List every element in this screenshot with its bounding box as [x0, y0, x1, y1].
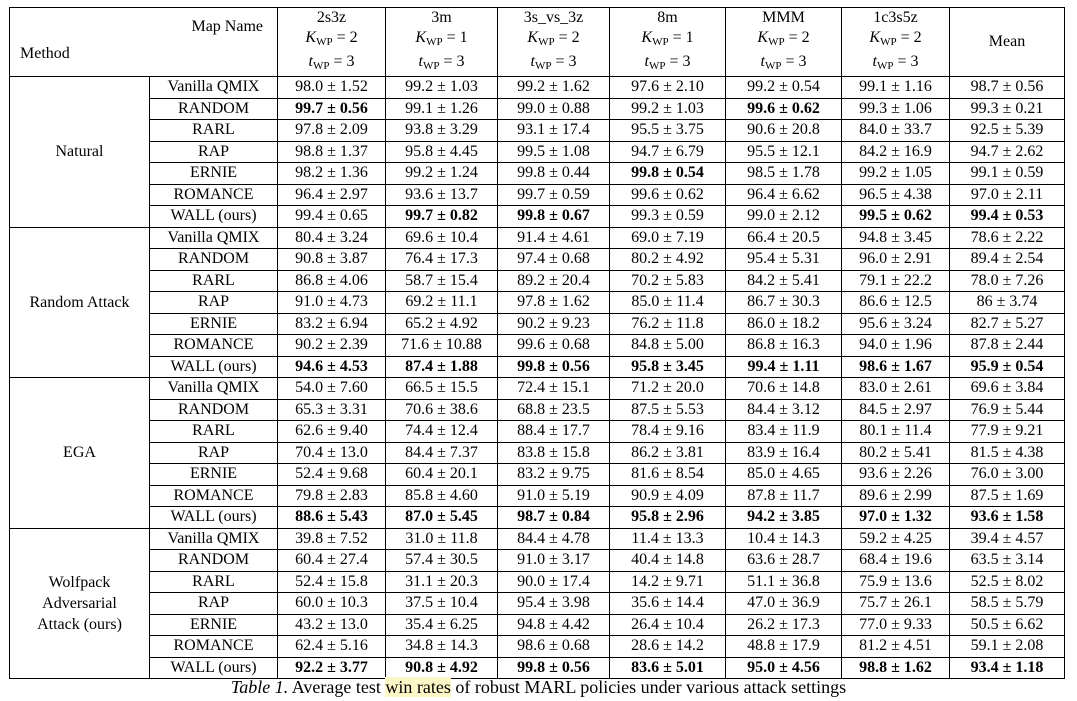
win-rate-cell: 98.8 ± 1.37 — [278, 141, 386, 163]
win-rate-cell: 84.0 ± 33.7 — [842, 120, 950, 142]
mean-cell: 87.8 ± 2.44 — [950, 335, 1065, 357]
method-name: ROMANCE — [150, 485, 278, 507]
table-row — [10, 184, 1065, 206]
twp-param: $t_{WP} = 3$ — [530, 53, 577, 72]
win-rate-cell: 95.5 ± 3.75 — [610, 120, 726, 142]
method-name: RANDOM — [150, 249, 278, 271]
mean-cell: 39.4 ± 4.57 — [950, 528, 1065, 550]
win-rate-cell: 96.5 ± 4.38 — [842, 184, 950, 206]
win-rate-cell: 83.6 ± 5.01 — [610, 657, 726, 679]
table-row — [10, 141, 1065, 163]
attack-group-label: EGA — [10, 378, 150, 529]
win-rate-cell: 66.4 ± 20.5 — [726, 227, 842, 249]
win-rate-cell: 90.8 ± 4.92 — [386, 657, 498, 679]
mean-cell: 97.0 ± 2.11 — [950, 184, 1065, 206]
win-rate-cell: 81.2 ± 4.51 — [842, 636, 950, 658]
method-name: Vanilla QMIX — [150, 227, 278, 249]
win-rate-cell: 90.6 ± 20.8 — [726, 120, 842, 142]
table-row — [10, 571, 1065, 593]
win-rate-cell: 86.8 ± 16.3 — [726, 335, 842, 357]
win-rate-cell: 99.1 ± 1.16 — [842, 77, 950, 99]
win-rate-cell: 74.4 ± 12.4 — [386, 421, 498, 443]
table-row — [10, 356, 1065, 378]
win-rate-cell: 76.2 ± 11.8 — [610, 313, 726, 335]
win-rate-cell: 93.8 ± 3.29 — [386, 120, 498, 142]
win-rate-cell: 99.8 ± 0.67 — [498, 206, 610, 228]
win-rate-cell: 60.0 ± 10.3 — [278, 593, 386, 615]
mean-cell: 77.9 ± 9.21 — [950, 421, 1065, 443]
win-rate-cell: 84.8 ± 5.00 — [610, 335, 726, 357]
mean-cell: 99.3 ± 0.21 — [950, 98, 1065, 120]
win-rate-cell: 88.6 ± 5.43 — [278, 507, 386, 529]
win-rate-cell: 91.0 ± 5.19 — [498, 485, 610, 507]
win-rate-cell: 87.5 ± 5.53 — [610, 399, 726, 421]
table-row — [10, 270, 1065, 292]
method-name: RARL — [150, 421, 278, 443]
win-rate-cell: 62.6 ± 9.40 — [278, 421, 386, 443]
method-name: RAP — [150, 141, 278, 163]
win-rate-cell: 83.8 ± 15.8 — [498, 442, 610, 464]
caption-label: Table 1. — [230, 677, 289, 697]
map-header-1 — [278, 8, 386, 77]
win-rate-cell: 99.2 ± 1.03 — [610, 98, 726, 120]
win-rate-cell: 35.6 ± 14.4 — [610, 593, 726, 615]
win-rate-cell: 52.4 ± 15.8 — [278, 571, 386, 593]
results-table — [9, 7, 1065, 679]
win-rate-cell: 94.8 ± 3.45 — [842, 227, 950, 249]
win-rate-cell: 99.6 ± 0.68 — [498, 335, 610, 357]
table-row — [10, 163, 1065, 185]
method-label: Method — [20, 45, 70, 62]
win-rate-cell: 11.4 ± 13.3 — [610, 528, 726, 550]
win-rate-cell: 84.2 ± 5.41 — [726, 270, 842, 292]
kwp-param: $K_{WP} = 2$ — [527, 29, 580, 48]
table-row — [10, 528, 1065, 550]
win-rate-cell: 91.0 ± 4.73 — [278, 292, 386, 314]
win-rate-cell: 77.0 ± 9.33 — [842, 614, 950, 636]
win-rate-cell: 65.2 ± 4.92 — [386, 313, 498, 335]
table-row — [10, 485, 1065, 507]
win-rate-cell: 75.7 ± 26.1 — [842, 593, 950, 615]
mean-cell: 78.6 ± 2.22 — [950, 227, 1065, 249]
win-rate-cell: 68.8 ± 23.5 — [498, 399, 610, 421]
method-name: RANDOM — [150, 399, 278, 421]
win-rate-cell: 39.8 ± 7.52 — [278, 528, 386, 550]
mean-cell: 87.5 ± 1.69 — [950, 485, 1065, 507]
win-rate-cell: 80.4 ± 3.24 — [278, 227, 386, 249]
win-rate-cell: 99.2 ± 0.54 — [726, 77, 842, 99]
win-rate-cell: 78.4 ± 9.16 — [610, 421, 726, 443]
map-header-3 — [498, 8, 610, 77]
win-rate-cell: 90.8 ± 3.87 — [278, 249, 386, 271]
method-name: RANDOM — [150, 98, 278, 120]
win-rate-cell: 69.6 ± 10.4 — [386, 227, 498, 249]
table-caption — [0, 677, 1077, 698]
win-rate-cell: 75.9 ± 13.6 — [842, 571, 950, 593]
method-name: ROMANCE — [150, 184, 278, 206]
win-rate-cell: 14.2 ± 9.71 — [610, 571, 726, 593]
win-rate-cell: 98.5 ± 1.78 — [726, 163, 842, 185]
win-rate-cell: 59.2 ± 4.25 — [842, 528, 950, 550]
method-name: Vanilla QMIX — [150, 77, 278, 99]
win-rate-cell: 83.4 ± 11.9 — [726, 421, 842, 443]
win-rate-cell: 70.6 ± 38.6 — [386, 399, 498, 421]
method-name: RARL — [150, 120, 278, 142]
win-rate-cell: 98.7 ± 0.84 — [498, 507, 610, 529]
table-row — [10, 335, 1065, 357]
method-name: WALL (ours) — [150, 507, 278, 529]
table-row — [10, 227, 1065, 249]
win-rate-cell: 68.4 ± 19.6 — [842, 550, 950, 572]
win-rate-cell: 97.8 ± 2.09 — [278, 120, 386, 142]
win-rate-cell: 99.6 ± 0.62 — [610, 184, 726, 206]
mean-cell: 89.4 ± 2.54 — [950, 249, 1065, 271]
win-rate-cell: 84.4 ± 4.78 — [498, 528, 610, 550]
mean-cell: 69.6 ± 3.84 — [950, 378, 1065, 400]
win-rate-cell: 98.8 ± 1.62 — [842, 657, 950, 679]
table-row — [10, 98, 1065, 120]
win-rate-cell: 65.3 ± 3.31 — [278, 399, 386, 421]
mean-cell: 93.6 ± 1.58 — [950, 507, 1065, 529]
win-rate-cell: 96.4 ± 6.62 — [726, 184, 842, 206]
win-rate-cell: 95.8 ± 4.45 — [386, 141, 498, 163]
win-rate-cell: 54.0 ± 7.60 — [278, 378, 386, 400]
kwp-param: $K_{WP} = 1$ — [415, 29, 468, 48]
win-rate-cell: 31.0 ± 11.8 — [386, 528, 498, 550]
mean-cell: 59.1 ± 2.08 — [950, 636, 1065, 658]
kwp-param: $K_{WP} = 2$ — [305, 29, 358, 48]
win-rate-cell: 85.8 ± 4.60 — [386, 485, 498, 507]
win-rate-cell: 99.2 ± 1.05 — [842, 163, 950, 185]
win-rate-cell: 66.5 ± 15.5 — [386, 378, 498, 400]
table-row — [10, 77, 1065, 99]
map-name: 8m — [657, 9, 678, 26]
method-name: ERNIE — [150, 163, 278, 185]
win-rate-cell: 95.8 ± 2.96 — [610, 507, 726, 529]
win-rate-cell: 93.6 ± 13.7 — [386, 184, 498, 206]
mean-cell: 93.4 ± 1.18 — [950, 657, 1065, 679]
win-rate-cell: 94.8 ± 4.42 — [498, 614, 610, 636]
win-rate-cell: 95.4 ± 3.98 — [498, 593, 610, 615]
win-rate-cell: 57.4 ± 30.5 — [386, 550, 498, 572]
win-rate-cell: 89.6 ± 2.99 — [842, 485, 950, 507]
win-rate-cell: 52.4 ± 9.68 — [278, 464, 386, 486]
win-rate-cell: 99.1 ± 1.26 — [386, 98, 498, 120]
twp-param: $t_{WP} = 3$ — [760, 53, 807, 72]
caption-text-before: Average test — [291, 677, 381, 697]
win-rate-cell: 93.6 ± 2.26 — [842, 464, 950, 486]
method-name: Vanilla QMIX — [150, 528, 278, 550]
win-rate-cell: 26.2 ± 17.3 — [726, 614, 842, 636]
win-rate-cell: 80.2 ± 5.41 — [842, 442, 950, 464]
win-rate-cell: 98.0 ± 1.52 — [278, 77, 386, 99]
win-rate-cell: 70.6 ± 14.8 — [726, 378, 842, 400]
win-rate-cell: 94.6 ± 4.53 — [278, 356, 386, 378]
win-rate-cell: 86.6 ± 12.5 — [842, 292, 950, 314]
win-rate-cell: 87.8 ± 11.7 — [726, 485, 842, 507]
win-rate-cell: 37.5 ± 10.4 — [386, 593, 498, 615]
win-rate-cell: 99.4 ± 0.65 — [278, 206, 386, 228]
win-rate-cell: 95.0 ± 4.56 — [726, 657, 842, 679]
win-rate-cell: 95.6 ± 3.24 — [842, 313, 950, 335]
win-rate-cell: 83.0 ± 2.61 — [842, 378, 950, 400]
win-rate-cell: 90.9 ± 4.09 — [610, 485, 726, 507]
win-rate-cell: 99.7 ± 0.82 — [386, 206, 498, 228]
win-rate-cell: 26.4 ± 10.4 — [610, 614, 726, 636]
win-rate-cell: 98.6 ± 1.67 — [842, 356, 950, 378]
mean-cell: 76.9 ± 5.44 — [950, 399, 1065, 421]
method-name: RANDOM — [150, 550, 278, 572]
win-rate-cell: 43.2 ± 13.0 — [278, 614, 386, 636]
kwp-param: $K_{WP} = 2$ — [757, 29, 810, 48]
win-rate-cell: 80.2 ± 4.92 — [610, 249, 726, 271]
win-rate-cell: 98.6 ± 0.68 — [498, 636, 610, 658]
mean-cell: 92.5 ± 5.39 — [950, 120, 1065, 142]
win-rate-cell: 51.1 ± 36.8 — [726, 571, 842, 593]
method-name: RARL — [150, 571, 278, 593]
win-rate-cell: 70.2 ± 5.83 — [610, 270, 726, 292]
win-rate-cell: 60.4 ± 20.1 — [386, 464, 498, 486]
method-name: ERNIE — [150, 614, 278, 636]
win-rate-cell: 92.2 ± 3.77 — [278, 657, 386, 679]
win-rate-cell: 84.4 ± 3.12 — [726, 399, 842, 421]
win-rate-cell: 87.0 ± 5.45 — [386, 507, 498, 529]
method-name: RAP — [150, 593, 278, 615]
map-name: MMM — [762, 9, 805, 26]
method-name: RAP — [150, 442, 278, 464]
win-rate-cell: 60.4 ± 27.4 — [278, 550, 386, 572]
twp-param: $t_{WP} = 3$ — [872, 53, 919, 72]
win-rate-cell: 63.6 ± 28.7 — [726, 550, 842, 572]
mean-cell: 58.5 ± 5.79 — [950, 593, 1065, 615]
win-rate-cell: 98.2 ± 1.36 — [278, 163, 386, 185]
method-name: ROMANCE — [150, 636, 278, 658]
win-rate-cell: 99.0 ± 2.12 — [726, 206, 842, 228]
win-rate-cell: 70.4 ± 13.0 — [278, 442, 386, 464]
win-rate-cell: 71.6 ± 10.88 — [386, 335, 498, 357]
win-rate-cell: 99.0 ± 0.88 — [498, 98, 610, 120]
method-name: WALL (ours) — [150, 657, 278, 679]
win-rate-cell: 58.7 ± 15.4 — [386, 270, 498, 292]
mean-cell: 94.7 ± 2.62 — [950, 141, 1065, 163]
win-rate-cell: 79.1 ± 22.2 — [842, 270, 950, 292]
table-row — [10, 249, 1065, 271]
table-row — [10, 464, 1065, 486]
win-rate-cell: 99.2 ± 1.24 — [386, 163, 498, 185]
mean-cell: 99.1 ± 0.59 — [950, 163, 1065, 185]
win-rate-cell: 99.4 ± 1.11 — [726, 356, 842, 378]
win-rate-cell: 99.8 ± 0.44 — [498, 163, 610, 185]
attack-group-label: Wolfpack Adversarial Attack (ours) — [10, 528, 150, 679]
win-rate-cell: 86.0 ± 18.2 — [726, 313, 842, 335]
win-rate-cell: 90.2 ± 9.23 — [498, 313, 610, 335]
method-name: ERNIE — [150, 313, 278, 335]
twp-param: $t_{WP} = 3$ — [644, 53, 691, 72]
method-name: ROMANCE — [150, 335, 278, 357]
table-row — [10, 593, 1065, 615]
win-rate-cell: 84.4 ± 7.37 — [386, 442, 498, 464]
win-rate-cell: 10.4 ± 14.3 — [726, 528, 842, 550]
win-rate-cell: 87.4 ± 1.88 — [386, 356, 498, 378]
map-header-4 — [610, 8, 726, 77]
method-name: WALL (ours) — [150, 356, 278, 378]
win-rate-cell: 85.0 ± 4.65 — [726, 464, 842, 486]
win-rate-cell: 91.4 ± 4.61 — [498, 227, 610, 249]
win-rate-cell: 95.4 ± 5.31 — [726, 249, 842, 271]
map-name: 1c3s5z — [873, 9, 918, 26]
win-rate-cell: 99.7 ± 0.56 — [278, 98, 386, 120]
table-row — [10, 442, 1065, 464]
caption-highlight: win rates — [385, 677, 451, 697]
table-row — [10, 292, 1065, 314]
win-rate-cell: 88.4 ± 17.7 — [498, 421, 610, 443]
win-rate-cell: 47.0 ± 36.9 — [726, 593, 842, 615]
mean-cell: 99.4 ± 0.53 — [950, 206, 1065, 228]
mean-header: Mean — [950, 8, 1065, 77]
win-rate-cell: 99.2 ± 1.03 — [386, 77, 498, 99]
kwp-param: $K_{WP} = 2$ — [869, 29, 922, 48]
caption-text-after: of robust MARL policies under various attack settings — [455, 677, 847, 697]
mean-cell: 95.9 ± 0.54 — [950, 356, 1065, 378]
win-rate-cell: 72.4 ± 15.1 — [498, 378, 610, 400]
attack-group-label: Random Attack — [10, 227, 150, 378]
win-rate-cell: 94.7 ± 6.79 — [610, 141, 726, 163]
table-row — [10, 614, 1065, 636]
win-rate-cell: 35.4 ± 6.25 — [386, 614, 498, 636]
win-rate-cell: 95.8 ± 3.45 — [610, 356, 726, 378]
map-header-5 — [726, 8, 842, 77]
win-rate-cell: 79.8 ± 2.83 — [278, 485, 386, 507]
table-row — [10, 507, 1065, 529]
win-rate-cell: 48.8 ± 17.9 — [726, 636, 842, 658]
win-rate-cell: 97.8 ± 1.62 — [498, 292, 610, 314]
win-rate-cell: 94.0 ± 1.96 — [842, 335, 950, 357]
mean-cell: 52.5 ± 8.02 — [950, 571, 1065, 593]
win-rate-cell: 69.0 ± 7.19 — [610, 227, 726, 249]
table-row — [10, 421, 1065, 443]
mean-cell: 50.5 ± 6.62 — [950, 614, 1065, 636]
win-rate-cell: 89.2 ± 20.4 — [498, 270, 610, 292]
win-rate-cell: 91.0 ± 3.17 — [498, 550, 610, 572]
win-rate-cell: 86.2 ± 3.81 — [610, 442, 726, 464]
method-name: Vanilla QMIX — [150, 378, 278, 400]
win-rate-cell: 99.2 ± 1.62 — [498, 77, 610, 99]
table-row — [10, 550, 1065, 572]
win-rate-cell: 40.4 ± 14.8 — [610, 550, 726, 572]
win-rate-cell: 95.5 ± 12.1 — [726, 141, 842, 163]
table-row — [10, 399, 1065, 421]
table-body — [10, 77, 1065, 679]
win-rate-cell: 99.5 ± 0.62 — [842, 206, 950, 228]
win-rate-cell: 84.5 ± 2.97 — [842, 399, 950, 421]
win-rate-cell: 99.8 ± 0.54 — [610, 163, 726, 185]
win-rate-cell: 90.0 ± 17.4 — [498, 571, 610, 593]
win-rate-cell: 86.7 ± 30.3 — [726, 292, 842, 314]
win-rate-cell: 85.0 ± 11.4 — [610, 292, 726, 314]
win-rate-cell: 99.3 ± 1.06 — [842, 98, 950, 120]
mean-cell: 98.7 ± 0.56 — [950, 77, 1065, 99]
twp-param: $t_{WP} = 3$ — [418, 53, 465, 72]
win-rate-cell: 94.2 ± 3.85 — [726, 507, 842, 529]
map-header-6 — [842, 8, 950, 77]
win-rate-cell: 99.8 ± 0.56 — [498, 657, 610, 679]
win-rate-cell: 71.2 ± 20.0 — [610, 378, 726, 400]
win-rate-cell: 83.2 ± 9.75 — [498, 464, 610, 486]
method-name: ERNIE — [150, 464, 278, 486]
corner-header-cell — [10, 8, 278, 77]
win-rate-cell: 28.6 ± 14.2 — [610, 636, 726, 658]
table-row — [10, 206, 1065, 228]
map-name: 3m — [431, 9, 452, 26]
win-rate-cell: 99.7 ± 0.59 — [498, 184, 610, 206]
win-rate-cell: 99.5 ± 1.08 — [498, 141, 610, 163]
win-rate-cell: 96.4 ± 2.97 — [278, 184, 386, 206]
mean-cell: 82.7 ± 5.27 — [950, 313, 1065, 335]
table-row — [10, 636, 1065, 658]
attack-group-label: Natural — [10, 77, 150, 228]
table-row — [10, 657, 1065, 679]
win-rate-cell: 34.8 ± 14.3 — [386, 636, 498, 658]
table-row — [10, 120, 1065, 142]
win-rate-cell: 76.4 ± 17.3 — [386, 249, 498, 271]
win-rate-cell: 83.2 ± 6.94 — [278, 313, 386, 335]
win-rate-cell: 97.0 ± 1.32 — [842, 507, 950, 529]
win-rate-cell: 62.4 ± 5.16 — [278, 636, 386, 658]
method-name: RARL — [150, 270, 278, 292]
method-name: WALL (ours) — [150, 206, 278, 228]
win-rate-cell: 80.1 ± 11.4 — [842, 421, 950, 443]
map-name: 3s_vs_3z — [523, 9, 584, 26]
win-rate-cell: 96.0 ± 2.91 — [842, 249, 950, 271]
kwp-param: $K_{WP} = 1$ — [641, 29, 694, 48]
win-rate-cell: 97.6 ± 2.10 — [610, 77, 726, 99]
win-rate-cell: 31.1 ± 20.3 — [386, 571, 498, 593]
win-rate-cell: 83.9 ± 16.4 — [726, 442, 842, 464]
mean-cell: 86 ± 3.74 — [950, 292, 1065, 314]
table-row — [10, 313, 1065, 335]
mean-cell: 76.0 ± 3.00 — [950, 464, 1065, 486]
win-rate-cell: 69.2 ± 11.1 — [386, 292, 498, 314]
win-rate-cell: 99.6 ± 0.62 — [726, 98, 842, 120]
win-rate-cell: 93.1 ± 17.4 — [498, 120, 610, 142]
mean-cell: 78.0 ± 7.26 — [950, 270, 1065, 292]
map-name: 2s3z — [316, 9, 347, 26]
win-rate-cell: 99.3 ± 0.59 — [610, 206, 726, 228]
win-rate-cell: 99.8 ± 0.56 — [498, 356, 610, 378]
win-rate-cell: 84.2 ± 16.9 — [842, 141, 950, 163]
twp-param: $t_{WP} = 3$ — [308, 53, 355, 72]
mean-cell: 63.5 ± 3.14 — [950, 550, 1065, 572]
win-rate-cell: 90.2 ± 2.39 — [278, 335, 386, 357]
map-header-2 — [386, 8, 498, 77]
win-rate-cell: 86.8 ± 4.06 — [278, 270, 386, 292]
header-row — [10, 8, 1065, 77]
map-name-label: Map Name — [191, 18, 263, 35]
method-name: RAP — [150, 292, 278, 314]
mean-cell: 81.5 ± 4.38 — [950, 442, 1065, 464]
table-row — [10, 378, 1065, 400]
win-rate-cell: 97.4 ± 0.68 — [498, 249, 610, 271]
win-rate-cell: 81.6 ± 8.54 — [610, 464, 726, 486]
